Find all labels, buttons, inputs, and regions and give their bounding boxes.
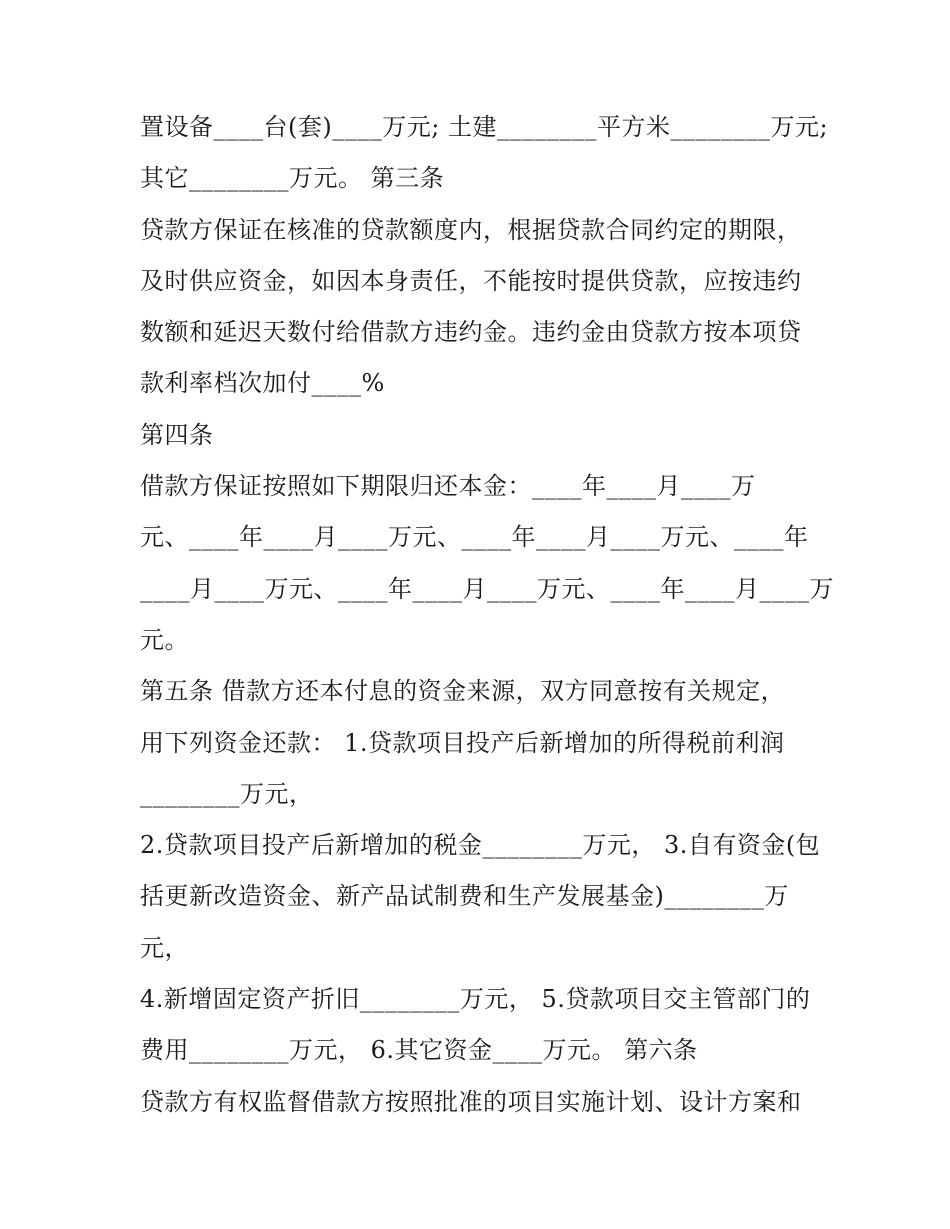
text-line: 置设备____台(套)____万元; 土建________平方米________万元; [140,113,829,141]
text-line: 借款方保证按照如下期限归还本金：____年____月____万 [140,472,756,501]
text-line: ____月____万元、____年____月____万元、____年____月____万 [140,574,834,603]
text-line: 费用________万元， 6.其它资金____万元。 第六条 [140,1036,698,1065]
text-line: 元， [140,933,189,962]
text-line: 款利率档次加付____% [140,369,385,398]
article-heading: 第四条 [140,420,214,449]
text-line: 2.贷款项目投产后新增加的税金________万元， 3.自有资金(包 [140,831,821,860]
text-line: 元、____年____月____万元、____年____月____万元、____年 [140,523,809,552]
text-line: 元。 [140,625,189,654]
text-line: 括更新改造资金、新产品试制费和生产发展基金)________万 [140,882,789,911]
text-line: 其它________万元。 第三条 [140,164,445,193]
text-line: 4.新增固定资产折旧________万元， 5.贷款项目交主管部门的 [140,985,811,1014]
text-line: 数额和延迟天数付给借款方违约金。违约金由贷款方按本项贷 [140,318,802,347]
contract-text [140,102,834,1128]
text-line: 及时供应资金，如因本身责任，不能按时提供贷款，应按违约 [140,266,802,295]
text-line: 贷款方有权监督借款方按照批准的项目实施计划、设计方案和 [140,1087,802,1116]
text-line: 贷款方保证在核准的贷款额度内，根据贷款合同约定的期限， [140,215,802,244]
text-line: ________万元， [140,779,314,808]
text-line: 第五条 借款方还本付息的资金来源，双方同意按有关规定， [140,677,786,706]
text-line: 用下列资金还款： 1.贷款项目投产后新增加的所得税前利润 [140,728,785,757]
